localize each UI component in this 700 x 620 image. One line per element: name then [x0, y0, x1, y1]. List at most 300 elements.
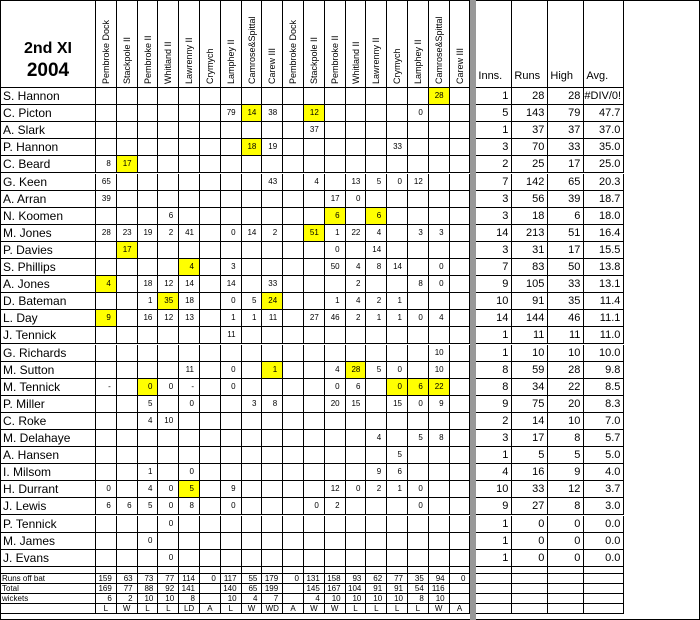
- score-cell: [138, 362, 159, 379]
- score-cell: [387, 498, 408, 515]
- score-cell: 46: [325, 310, 346, 327]
- team-title: 2nd XI: [23, 40, 72, 57]
- player-stat: 143: [512, 105, 548, 122]
- score-cell: 14: [387, 259, 408, 276]
- score-cell: [96, 550, 117, 567]
- footer-empty: [548, 584, 584, 594]
- score-cell: [387, 122, 408, 139]
- opponent-header: [450, 0, 471, 88]
- player-name: M. Tennick: [0, 379, 96, 396]
- score-cell: 0: [138, 533, 159, 550]
- score-cell: 33: [387, 139, 408, 156]
- opponent-name: Carew III: [454, 47, 465, 84]
- player-stat: 4: [476, 464, 512, 481]
- score-cell: [262, 447, 283, 464]
- player-name: G. Keen: [0, 174, 96, 191]
- player-stat: 10: [548, 345, 584, 362]
- opponent-header: [387, 0, 408, 88]
- score-cell: [262, 413, 283, 430]
- spacer-cell: [387, 567, 408, 574]
- score-cell: [304, 413, 325, 430]
- player-stat: 10: [476, 293, 512, 310]
- opponent-name: Lamphey II: [413, 39, 423, 84]
- score-cell: [325, 464, 346, 481]
- footer-value: W: [117, 604, 138, 614]
- score-cell: [158, 191, 179, 208]
- score-cell: [450, 259, 471, 276]
- score-cell: [408, 208, 429, 225]
- spacer-cell: [0, 567, 96, 574]
- score-cell: 8: [179, 498, 200, 515]
- score-cell: [387, 242, 408, 259]
- score-cell: [200, 345, 221, 362]
- score-cell: 4: [138, 413, 159, 430]
- opponent-name: Lawrenny II: [371, 37, 382, 84]
- stat-header-label: Inns.: [478, 70, 503, 82]
- score-cell: [200, 259, 221, 276]
- score-cell: [450, 293, 471, 310]
- footer-value: 104: [346, 584, 367, 594]
- score-cell: [221, 345, 242, 362]
- score-cell: [221, 516, 242, 533]
- score-cell: [117, 345, 138, 362]
- score-cell: [138, 156, 159, 173]
- score-cell: [221, 413, 242, 430]
- player-stat: 37: [512, 122, 548, 139]
- score-cell: [96, 464, 117, 481]
- player-stat: 4.0: [584, 464, 624, 481]
- score-cell: 1: [387, 481, 408, 498]
- score-cell: [304, 379, 325, 396]
- player-stat: 20.3: [584, 174, 624, 191]
- score-cell: [283, 225, 304, 242]
- score-cell: [242, 481, 263, 498]
- score-cell: [117, 293, 138, 310]
- score-cell: [450, 464, 471, 481]
- score-cell: 15: [346, 396, 367, 413]
- footer-value: 158: [325, 574, 346, 584]
- player-stat: 2: [476, 156, 512, 173]
- score-cell: 5: [366, 362, 387, 379]
- score-cell: [179, 516, 200, 533]
- score-cell: [200, 430, 221, 447]
- score-cell: [366, 276, 387, 293]
- score-cell: [262, 464, 283, 481]
- score-cell: [117, 379, 138, 396]
- score-cell: [366, 516, 387, 533]
- score-cell: [346, 156, 367, 173]
- score-cell: 2: [366, 481, 387, 498]
- score-cell: [366, 139, 387, 156]
- player-stat: 0: [548, 533, 584, 550]
- opponent-header: [200, 0, 221, 88]
- score-cell: [450, 430, 471, 447]
- score-cell: [262, 430, 283, 447]
- footer-value: L: [408, 604, 429, 614]
- score-cell: [325, 139, 346, 156]
- player-stat: 13.8: [584, 259, 624, 276]
- score-cell: [117, 310, 138, 327]
- score-cell: 2: [262, 225, 283, 242]
- score-cell: [283, 379, 304, 396]
- score-cell: [138, 122, 159, 139]
- score-cell: 0: [221, 225, 242, 242]
- opponent-header: [138, 0, 159, 88]
- score-cell: [242, 533, 263, 550]
- player-stat: 51: [548, 225, 584, 242]
- score-cell: [304, 139, 325, 156]
- spacer-cell: [262, 567, 283, 574]
- score-cell: [325, 122, 346, 139]
- score-cell: [117, 413, 138, 430]
- score-cell: [200, 174, 221, 191]
- footer-value: W: [242, 604, 263, 614]
- score-cell: [96, 362, 117, 379]
- score-cell: 0: [179, 396, 200, 413]
- score-cell: 13: [346, 174, 367, 191]
- score-cell: [283, 533, 304, 550]
- score-cell: 5: [138, 396, 159, 413]
- player-name: P. Hannon: [0, 139, 96, 156]
- score-cell: 11: [262, 310, 283, 327]
- score-cell: [179, 242, 200, 259]
- score-cell: [387, 208, 408, 225]
- score-cell: [221, 242, 242, 259]
- player-stat: 50: [548, 259, 584, 276]
- footer-value: 0: [200, 574, 221, 584]
- score-cell: [158, 430, 179, 447]
- stat-header: [476, 0, 512, 88]
- score-cell: 0: [408, 498, 429, 515]
- player-stat: 6: [548, 208, 584, 225]
- score-cell: [346, 105, 367, 122]
- spacer-cell: [476, 567, 512, 574]
- score-cell: [138, 447, 159, 464]
- score-cell: [158, 174, 179, 191]
- score-cell: 22: [346, 225, 367, 242]
- score-cell: [429, 174, 450, 191]
- player-name: L. Day: [0, 310, 96, 327]
- score-cell: 0: [179, 464, 200, 481]
- score-cell: [429, 122, 450, 139]
- opponent-header: [408, 0, 429, 88]
- score-cell: [221, 430, 242, 447]
- player-stat: 9: [476, 396, 512, 413]
- footer-value: 4: [242, 594, 263, 604]
- score-cell: [346, 208, 367, 225]
- player-name: M. Sutton: [0, 362, 96, 379]
- score-cell: [179, 413, 200, 430]
- score-cell: 0: [429, 276, 450, 293]
- score-cell: [200, 550, 221, 567]
- score-cell: [450, 88, 471, 105]
- score-cell: [242, 156, 263, 173]
- score-cell: [450, 379, 471, 396]
- footer-empty: [548, 604, 584, 614]
- score-cell: [262, 533, 283, 550]
- score-cell: [283, 362, 304, 379]
- player-stat: 11.4: [584, 293, 624, 310]
- score-cell: 38: [262, 105, 283, 122]
- score-cell: 22: [429, 379, 450, 396]
- score-cell: [179, 88, 200, 105]
- score-cell: 6: [366, 208, 387, 225]
- score-cell: [387, 533, 408, 550]
- score-cell: 4: [138, 481, 159, 498]
- score-cell: [221, 139, 242, 156]
- score-cell: [179, 139, 200, 156]
- score-cell: [387, 105, 408, 122]
- score-cell: [450, 208, 471, 225]
- score-cell: [325, 447, 346, 464]
- score-cell: [283, 327, 304, 344]
- score-cell: [138, 345, 159, 362]
- spacer-cell: [158, 567, 179, 574]
- score-cell: [450, 413, 471, 430]
- player-stat: 11: [512, 327, 548, 344]
- player-name: G. Richards: [0, 345, 96, 362]
- score-cell: [408, 88, 429, 105]
- score-cell: [450, 191, 471, 208]
- player-stat: 5.0: [584, 447, 624, 464]
- score-cell: [346, 464, 367, 481]
- score-cell: [283, 396, 304, 413]
- footer-value: 117: [221, 574, 242, 584]
- score-cell: [429, 293, 450, 310]
- footer-label: wickets: [0, 594, 96, 604]
- score-cell: [408, 191, 429, 208]
- score-cell: 3: [429, 225, 450, 242]
- footer-empty: [584, 604, 624, 614]
- spacer-cell: [429, 567, 450, 574]
- player-stat: 65: [548, 174, 584, 191]
- opponent-header: [96, 0, 117, 88]
- footer-value: L: [346, 604, 367, 614]
- score-cell: [117, 122, 138, 139]
- opponent-name: Stackpole II: [309, 36, 319, 84]
- score-cell: [262, 191, 283, 208]
- player-stat: 5.7: [584, 430, 624, 447]
- score-cell: [346, 550, 367, 567]
- spacer-cell: [179, 567, 200, 574]
- score-cell: [200, 105, 221, 122]
- score-cell: [304, 293, 325, 310]
- player-stat: 3.7: [584, 481, 624, 498]
- player-stat: 14: [512, 413, 548, 430]
- score-cell: [96, 533, 117, 550]
- player-stat: 18.7: [584, 191, 624, 208]
- player-name: P. Tennick: [0, 516, 96, 533]
- score-cell: [96, 105, 117, 122]
- score-cell: [117, 447, 138, 464]
- score-cell: 3: [408, 225, 429, 242]
- footer-value: 10: [429, 594, 450, 604]
- score-cell: [221, 533, 242, 550]
- score-cell: [138, 208, 159, 225]
- score-cell: 9: [366, 464, 387, 481]
- footer-value: 199: [262, 584, 283, 594]
- score-cell: [283, 105, 304, 122]
- score-cell: [304, 191, 325, 208]
- score-cell: [304, 276, 325, 293]
- score-cell: 0: [221, 362, 242, 379]
- footer-value: 65: [242, 584, 263, 594]
- score-cell: [283, 516, 304, 533]
- score-cell: [200, 242, 221, 259]
- stat-header-label: Avg.: [586, 70, 609, 82]
- score-cell: 16: [138, 310, 159, 327]
- score-cell: [117, 139, 138, 156]
- season-year: 2004: [26, 60, 70, 81]
- score-cell: 5: [179, 481, 200, 498]
- footer-empty: [512, 574, 548, 584]
- player-stat: 17: [548, 242, 584, 259]
- score-cell: [96, 516, 117, 533]
- opponent-name: Lawrenny II: [184, 37, 195, 84]
- score-cell: 0: [138, 379, 159, 396]
- score-cell: 11: [179, 362, 200, 379]
- score-cell: [366, 498, 387, 515]
- player-stat: 75: [512, 396, 548, 413]
- score-cell: [138, 259, 159, 276]
- score-cell: 0: [387, 174, 408, 191]
- score-cell: [450, 310, 471, 327]
- score-cell: [262, 498, 283, 515]
- score-cell: [117, 191, 138, 208]
- player-stat: 1: [476, 122, 512, 139]
- score-cell: [262, 122, 283, 139]
- score-cell: [283, 447, 304, 464]
- score-cell: [96, 447, 117, 464]
- player-stat: 33: [548, 139, 584, 156]
- player-stat: 8: [476, 362, 512, 379]
- footer-value: 10: [221, 594, 242, 604]
- footer-value: 2: [117, 594, 138, 604]
- footer-value: W: [304, 604, 325, 614]
- score-cell: 79: [221, 105, 242, 122]
- score-cell: [200, 225, 221, 242]
- score-cell: [158, 396, 179, 413]
- score-cell: [346, 122, 367, 139]
- footer-value: 0: [450, 574, 471, 584]
- spacer-cell: [242, 567, 263, 574]
- score-cell: [283, 413, 304, 430]
- opponent-name: Camrose&Spittal: [433, 16, 444, 84]
- score-cell: 3: [242, 396, 263, 413]
- player-stat: 11.0: [584, 327, 624, 344]
- score-cell: 20: [325, 396, 346, 413]
- score-cell: [96, 242, 117, 259]
- score-cell: [450, 156, 471, 173]
- score-cell: [283, 345, 304, 362]
- score-cell: [200, 396, 221, 413]
- score-cell: 23: [117, 225, 138, 242]
- score-cell: 27: [304, 310, 325, 327]
- score-cell: [242, 498, 263, 515]
- score-cell: [450, 276, 471, 293]
- player-stat: 0: [512, 533, 548, 550]
- score-cell: [283, 242, 304, 259]
- score-cell: 1: [138, 293, 159, 310]
- score-cell: 0: [429, 259, 450, 276]
- score-cell: 0: [387, 379, 408, 396]
- score-cell: [242, 122, 263, 139]
- score-cell: 0: [221, 379, 242, 396]
- player-stat: 8: [548, 430, 584, 447]
- score-cell: [158, 327, 179, 344]
- player-stat: 11: [548, 327, 584, 344]
- footer-value: 6: [96, 594, 117, 604]
- score-cell: [325, 430, 346, 447]
- score-cell: 18: [242, 139, 263, 156]
- player-stat: 33: [548, 276, 584, 293]
- player-stat: 11.1: [584, 310, 624, 327]
- score-cell: [158, 362, 179, 379]
- stat-header: [548, 0, 584, 88]
- score-cell: [158, 242, 179, 259]
- score-cell: 8: [262, 396, 283, 413]
- score-cell: [158, 259, 179, 276]
- score-cell: [262, 345, 283, 362]
- score-cell: [158, 447, 179, 464]
- score-cell: 17: [117, 156, 138, 173]
- score-cell: [366, 396, 387, 413]
- score-cell: 1: [242, 310, 263, 327]
- score-cell: [366, 327, 387, 344]
- score-cell: 0: [304, 498, 325, 515]
- player-stat: 91: [512, 293, 548, 310]
- opponent-header: [242, 0, 263, 88]
- score-cell: [450, 345, 471, 362]
- footer-value: LD: [179, 604, 200, 614]
- score-cell: [387, 516, 408, 533]
- score-cell: [450, 242, 471, 259]
- player-stat: 28: [548, 362, 584, 379]
- footer-value: 92: [158, 584, 179, 594]
- score-cell: [346, 345, 367, 362]
- score-cell: [117, 481, 138, 498]
- footer-empty: [512, 584, 548, 594]
- score-cell: [283, 498, 304, 515]
- footer-value: 10: [387, 594, 408, 604]
- spacer-cell: [366, 567, 387, 574]
- player-stat: 27: [512, 498, 548, 515]
- score-cell: 0: [158, 550, 179, 567]
- score-cell: [429, 208, 450, 225]
- score-cell: 0: [221, 293, 242, 310]
- score-cell: 65: [96, 174, 117, 191]
- player-stat: 142: [512, 174, 548, 191]
- score-cell: [96, 88, 117, 105]
- opponent-header: [117, 0, 138, 88]
- title-cell: [0, 0, 96, 88]
- score-cell: [450, 516, 471, 533]
- footer-value: 159: [96, 574, 117, 584]
- score-cell: [366, 156, 387, 173]
- score-cell: 9: [429, 396, 450, 413]
- footer-value: L: [387, 604, 408, 614]
- score-cell: [96, 208, 117, 225]
- score-cell: [429, 242, 450, 259]
- player-stat: 12: [548, 481, 584, 498]
- score-cell: [429, 447, 450, 464]
- player-stat: 34: [512, 379, 548, 396]
- score-cell: 8: [366, 259, 387, 276]
- score-cell: [200, 413, 221, 430]
- score-cell: [283, 481, 304, 498]
- footer-empty: [476, 574, 512, 584]
- player-stat: 33: [512, 481, 548, 498]
